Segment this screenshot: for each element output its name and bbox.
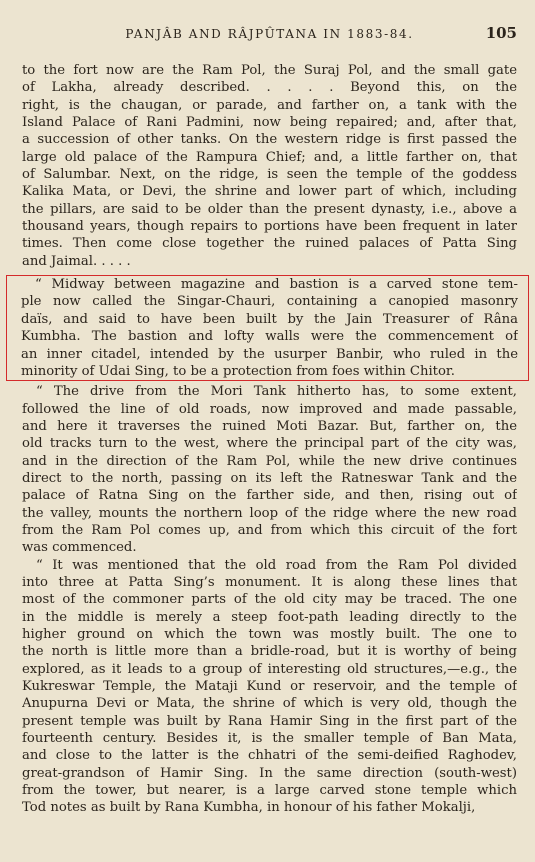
- text-line: old tracks turn to the west, where the principal part of the city was,: [22, 436, 517, 452]
- text-line: from the tower, but nearer, is a large carved stone temple which: [22, 783, 517, 799]
- text-line: in the middle is merely a steep foot-path leading directly to the: [22, 609, 517, 625]
- page-number: 105: [485, 24, 517, 42]
- text-line: present temple was built by Rana Hamir Sing in the first part of the: [22, 713, 517, 729]
- text-line: “ It was mentioned that the old road from the Ram Pol divided: [36, 557, 517, 573]
- text-line: great-grandson of Hamir Sing. In the same direction (south-west): [22, 765, 517, 781]
- text-line: Island Palace of Rani Padmini, now being repaired; and, after that,: [22, 115, 517, 131]
- text-line: Tod notes as built by Rana Kumbha, in honour of his father Mokalji,: [22, 800, 476, 816]
- text-line: Anupurna Devi or Mata, the shrine of which is very old, though the: [22, 696, 517, 712]
- text-line: right, is the chaugan, or parade, and farther on, a tank with the: [22, 97, 517, 113]
- text-line: times. Then come close together the ruined palaces of Patta Sing: [22, 236, 517, 252]
- text-line: and here it traverses the ruined Moti Bazar. But, farther on, the: [22, 418, 517, 434]
- text-line: of Lakha, already described. . . . . Beyond this, on the: [22, 80, 517, 96]
- text-line: the pillars, are said to be older than the present dynasty, i.e., above a: [22, 201, 517, 217]
- text-line: explored, as it leads to a group of interesting old structures,—e.g., the: [22, 661, 517, 677]
- text-line: ple now called the Singar-Chauri, containing a canopied masonry: [21, 294, 518, 310]
- text-line: “ Midway between magazine and bastion is a carved stone tem-: [35, 277, 518, 293]
- text-line: and Jaimal. . . . .: [22, 253, 131, 269]
- text-line: Kalika Mata, or Devi, the shrine and lower part of which, including: [22, 184, 517, 200]
- text-line: daïs, and said to have been built by the Jain Treasurer of Râna: [21, 311, 518, 327]
- paragraph-3: [22, 383, 517, 556]
- text-line: fourteenth century. Besides it, is the smaller temple of Ban Mata,: [22, 731, 517, 747]
- highlighted-paragraph: [6, 275, 529, 381]
- text-line: into three at Patta Sing’s monument. It is along these lines that: [22, 574, 517, 590]
- text-line: from the Ram Pol comes up, and from which this circuit of the fort: [22, 522, 517, 538]
- text-line: direct to the north, passing on its left the Ratneswar Tank and the: [22, 470, 517, 486]
- text-line: to the fort now are the Ram Pol, the Suraj Pol, and the small gate: [22, 63, 517, 78]
- text-line: thousand years, though repairs to portions have been frequent in later: [22, 219, 517, 235]
- text-line: followed the line of old roads, now improved and made passable,: [22, 401, 517, 417]
- paragraph-1: [22, 62, 517, 270]
- text-line: an inner citadel, intended by the usurper Banbir, who ruled in the: [21, 346, 518, 362]
- running-header: [22, 0, 517, 42]
- page-body: [22, 62, 517, 817]
- text-line: palace of Ratna Sing on the farther side, and then, rising out of: [22, 488, 517, 504]
- text-line: most of the commoner parts of the old city may be traced. The one: [22, 592, 517, 608]
- text-line: and close to the latter is the chhatri of the semi-deified Raghodev,: [22, 748, 517, 764]
- text-line: the north is little more than a bridle-road, but it is worthy of being: [22, 644, 517, 660]
- text-line: large old palace of the Rampura Chief; and, a little farther on, that: [22, 149, 517, 165]
- paragraph-4: [22, 557, 517, 817]
- text-line: Kumbha. The bastion and lofty walls were the commencement of: [21, 329, 518, 345]
- text-line: a succession of other tanks. On the western ridge is first passed the: [22, 132, 517, 148]
- text-line: minority of Udai Sing, to be a protection from foes within Chitor.: [21, 363, 455, 379]
- text-line: was commenced.: [22, 540, 137, 556]
- text-line: Kukreswar Temple, the Mataji Kund or reservoir, and the temple of: [22, 679, 517, 695]
- text-line: “ The drive from the Mori Tank hitherto has, to some extent,: [36, 384, 517, 400]
- text-line: higher ground on which the town was mostly built. The one to: [22, 627, 517, 642]
- running-title: PANJÂB AND RÂJPÛTANA IN 1883-84.: [125, 27, 414, 41]
- text-line: of Salumbar. Next, on the ridge, is seen the temple of the goddess: [22, 167, 517, 183]
- text-line: the valley, mounts the northern loop of the ridge where the new road: [22, 505, 517, 521]
- text-line: and in the direction of the Ram Pol, while the new drive continues: [22, 453, 517, 469]
